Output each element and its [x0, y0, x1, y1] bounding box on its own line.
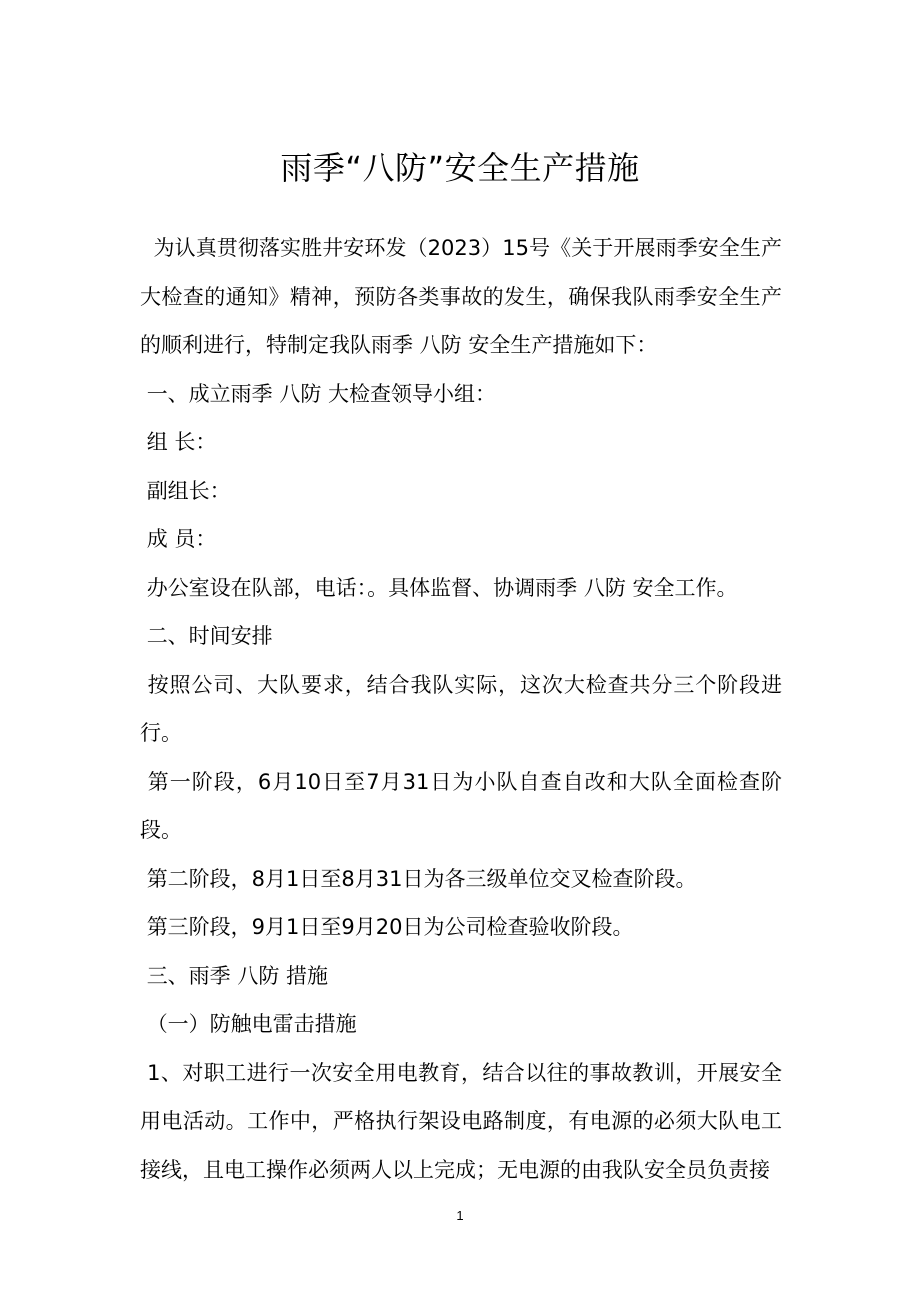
- page-number: 1: [456, 1208, 464, 1223]
- document-body: [140, 224, 782, 1194]
- subheading-lightning: （一）防触电雷击措施: [140, 1012, 357, 1036]
- heading-section-1: 一、成立雨季 八防 大检查领导小组：: [140, 381, 497, 406]
- phase-3: 第三阶段，9月1日至9月20日为公司检查验收阶段。: [140, 915, 634, 939]
- members-line: 成 员：: [140, 527, 217, 551]
- deputy-leader-line: 副组长：: [140, 478, 231, 503]
- schedule-intro: 按照公司、大队要求，结合我队实际，这次大检查共分三个阶段进行。: [140, 672, 782, 745]
- measure-1: 1、对职工进行一次安全用电教育，结合以往的事故教训，开展安全用电活动。工作中，严格执行架设电路制度，有电源的必须大队电工接线，且电工操作必须两人以上完成；无电源的由我队安全员负责接: [140, 1060, 782, 1182]
- leader-line: 组 长：: [140, 430, 217, 454]
- office-line: 办公室设在队部，电话：。具体监督、协调雨季 八防 安全工作。: [140, 575, 738, 600]
- document-title: 雨季“八防”安全生产措施: [280, 149, 640, 187]
- phase-1: 第一阶段，6月10日至7月31日为小队自查自改和大队全面检查阶段。: [140, 769, 782, 842]
- phase-2: 第二阶段，8月1日至8月31日为各三级单位交叉检查阶段。: [140, 866, 697, 891]
- paragraph-intro: 为认真贯彻落实胜井安环发（2023）15号《关于开展雨季安全生产大检查的通知》精神，预防各类事故的发生，确保我队雨季安全生产的顺利进行，特制定我队雨季 八防 安全生产措施如下：: [140, 236, 782, 357]
- heading-section-2: 二、时间安排: [140, 624, 273, 648]
- heading-section-3: 三、雨季 八防 措施: [140, 963, 329, 988]
